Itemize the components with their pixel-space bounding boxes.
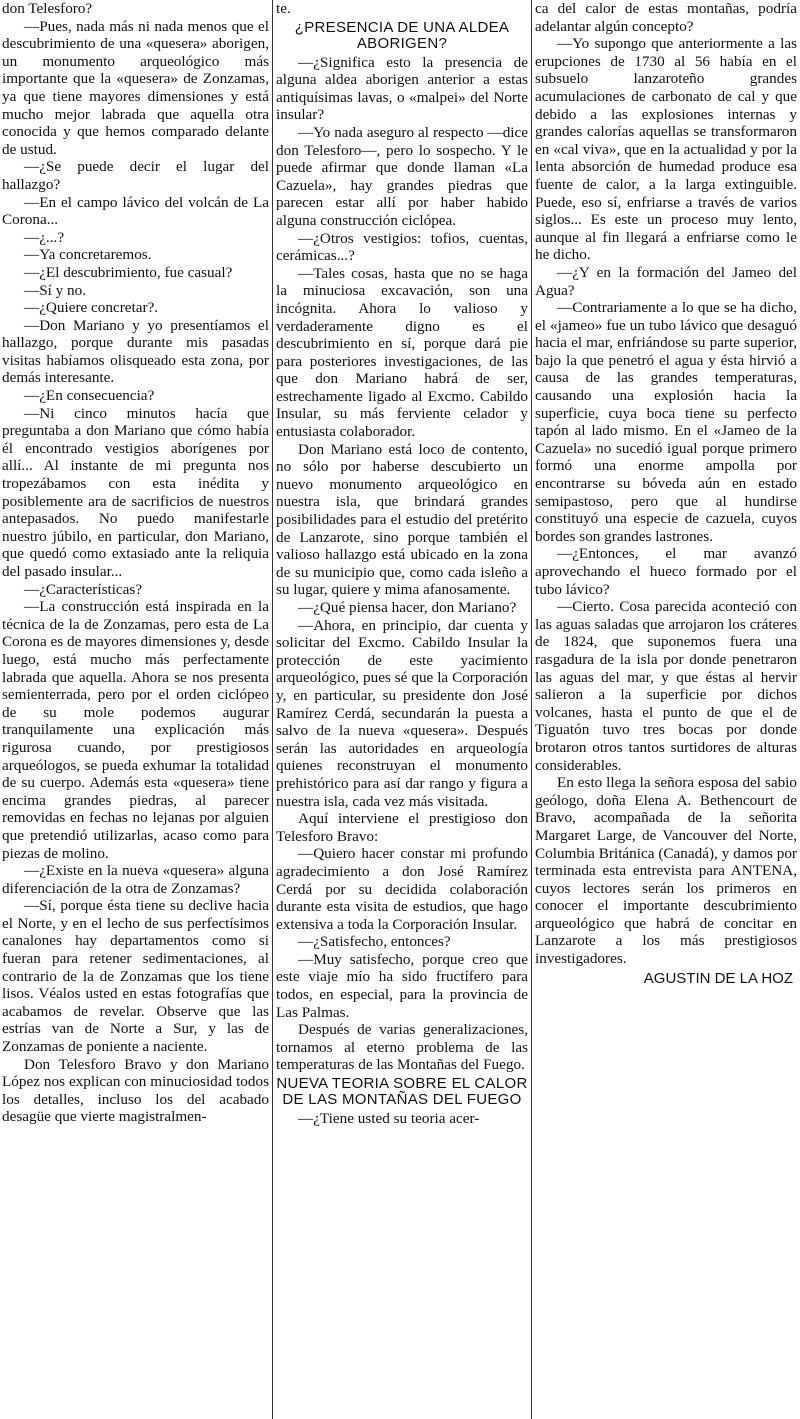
- author-signature: AGUSTIN DE LA HOZ: [643, 969, 793, 987]
- paragraph: —Contrariamente a lo que se ha dicho, el «jameo» fue un tubo lávico que desaguó hacia el mar, enfriándose su parte superior, bajo la que penetró el agua y ésta hirvió a causa de las grandes temperaturas, causando una explosión hacia la superficie, cuya boca tiene su perfecto tapón al lado mismo. En el «Jameo de la Cazuela» no sucedió igual porque primero formó una enorme ampolla por encontrarse su bóveda aún en estado semipastoso, pero que al hundirse constituyó una especie de cazuela, cuyos bordes son grandes lastrones.: [535, 299, 797, 545]
- paragraph: —Yo nada aseguro al respecto —dice don Telesforo—, pero lo sospecho. Y le puede afirmar que donde llaman «La Cazuela», hay grandes piedras que parecen estar allí por haber habido alguna construcción ciclópea.: [276, 123, 528, 229]
- paragraph: —¿Significa esto la presencia de alguna aldea aborigen anterior a estas antiquísimas lavas, o «malpei» del Norte insular?: [276, 53, 528, 124]
- paragraph: —Muy satisfecho, porque creo que este viaje mío ha sido fructífero para todos, en especial, para la provincia de Las Palmas.: [276, 950, 528, 1021]
- column-1: [0, 0, 272, 1419]
- paragraph: —¿Otros vestigios: tofios, cuentas, cerámicas...?: [276, 229, 528, 265]
- paragraph: —¿Satisfecho, entonces?: [298, 933, 451, 951]
- paragraph: —Quiero hacer constar mi profundo agradecimiento a don José Ramírez Cerdá por su decidida colaboración durante esta visita de estudios, que hago extensiva a toda la Corporación Insular.: [276, 845, 528, 933]
- paragraph: —Sí y no.: [24, 281, 87, 299]
- paragraph: Don Telesforo Bravo y don Mariano López nos explican con minuciosidad todos los detalles, incluso los del acabado desagüe que vierte magistralmen-: [2, 1055, 269, 1126]
- paragraph: —¿Características?: [24, 580, 143, 598]
- section-heading: ¿PRESENCIA DE UNA ALDEA ABORIGEN?: [294, 18, 510, 52]
- paragraph: —¿Y en la formación del Jameo del Agua?: [535, 263, 797, 299]
- paragraph: —Don Mariano y yo presentíamos el hallazgo, porque durante mis pasadas visitas habíamos olisqueado esta zona, por demás interesante.: [2, 316, 269, 387]
- paragraph: —¿Entonces, el mar avanzó aprovechando el hueco formado por el tubo lávico?: [535, 545, 797, 598]
- paragraph: —Ni cinco minutos hacía que preguntaba a don Mariano que cómo había él encontrado vestigios aborígenes por allí... Al instante de mi pregunta nos tropezábamos con esta inédita y posiblemente ara de sacrificios de nuestros antepasados. No puedo manifestarle nuestro júbilo, en particular, don Mariano, que quedó como extasiado ante la reliquia del pasado insular...: [2, 404, 269, 580]
- paragraph: —Sí, porque ésta tiene su declive hacia el Norte, y en el lecho de sus perfectísimos canalones hay departamentos como si fueran para retener sedimentaciones, al contrario de la de Zonzamas que los tiene lisos. Véalos usted en estas fotografías que acabamos de revelar. Observe que las estrías van de Norte a Sur, y las de Zonzamas de poniente a naciente.: [2, 897, 269, 1056]
- paragraph: —¿En consecuencia?: [24, 387, 155, 405]
- paragraph: —Yo supongo que anteriormente a las erupciones de 1730 al 56 había en el subsuelo lanzaroteño grandes acumulaciones de carbonato de cal y que debido a las explosiones internas y grandes calorías aquellas se transformaron en «cal viva», que en la actualidad y por la lenta absorción de humedad produce esa fuente de calor, a la larga extinguible. Puede, eso sí, enfriarse a través de varios siglos... Es este un proceso muy lento, aunque al fin llegará a enfriarse como le he dicho.: [535, 35, 797, 264]
- paragraph: —¿Se puede decir el lugar del hallazgo?: [2, 158, 269, 193]
- paragraph: —¿El descubrimiento, fue casual?: [24, 263, 233, 281]
- paragraph: Después de varias generalizaciones, tornamos al eterno problema de las temperaturas de las Montañas del Fuego.: [276, 1021, 528, 1074]
- paragraph: —Ahora, en principio, dar cuenta y solicitar del Excmo. Cabildo Insular la protección de este yacimiento arqueológico, pues sé que la Corporación y, en particular, su presidente don José Ramírez Cerdá, secundarán la puesta a salvo de la nueva «quesera». Después serán las autoridades en arqueología quienes reconstruyan el monumento prehistórico para así dar rango y figura a nuestra isla, cada vez más visitada.: [276, 616, 528, 810]
- paragraph: —¿...?: [24, 228, 65, 246]
- column-3: [532, 0, 800, 1419]
- column-2: [272, 0, 532, 1419]
- paragraph: don Telesforo?: [2, 0, 93, 17]
- paragraph: Aquí interviene el prestigioso don Telesforo Bravo:: [276, 810, 528, 845]
- paragraph: En esto llega la señora esposa del sabio geólogo, doña Elena A. Bethencourt de Bravo, acompañada de la señorita Margaret Large, de Vancouver del Norte, Columbia Británica (Canadá), y damos por terminada esta entrevista para ANTENA, cuyos lectores serán los primeros en conocer el importante descubrimiento arqueológico que habrá de concitar en Lanzarote a los más prestigiosos investigadores.: [535, 774, 797, 968]
- paragraph: Don Mariano está loco de contento, no sólo por haberse descubierto un nuevo monumento arqueológico en nuestra isla, que brindará grandes posibilidades para el estudio del pretérito de Lanzarote, sino porque también el valioso hallazgo está ubicado en la zona de su municipio que, como cada isleño a su lugar, quiere y mima afanosamente.: [276, 440, 528, 599]
- paragraph: —En el campo lávico del volcán de La Corona...: [2, 193, 269, 229]
- paragraph: —Cierto. Cosa parecida aconteció con las aguas saladas que arrojaron los cráteres de 1824, que suponemos fuera una rasgadura de la isla por donde penetraron las aguas del mar, y que éstas al hervir salieron a la superficie por dichos volcanes, hasta el punto de que el de Tiguatón tuvo tres bocas por donde brotaron otros tantos surtidores de alturas considerables.: [535, 598, 797, 774]
- paragraph: —Ya concretaremos.: [24, 246, 152, 264]
- paragraph: te.: [276, 0, 291, 17]
- paragraph: —La construcción está inspirada en la técnica de la de Zonzamas, pero esta de La Corona es de mayores dimensiones y, desde luego, está mucho más perfectamente labrada que aquella. Ahora se nos presenta semienterrada, pero por el orden ciclópeo de su mole podemos augurar tranquilamente una explicación más rigurosa cuando, por prestigiosos arqueólogos, se pueda exhumar la totalidad de su cuerpo. Además esta «quesera» tiene encima grandes piedras, al parecer removidas en fechas no lejanas por alguien que pretendió utilizarlas, acaso como para piezas de molino.: [2, 598, 269, 862]
- paragraph: —Tales cosas, hasta que no se haga la minuciosa excavación, son una incógnita. Ahora lo valioso y verdaderamente digno es el descubrimiento en sí, porque dará pie para posteriores investigaciones, de las que don Mariano habrá de ser, estrechamente ligado al Excmo. Cabildo Insular, su más ferviente celador y entusiasta colaborador.: [276, 264, 528, 441]
- paragraph: —¿Qué piensa hacer, don Mariano?: [298, 599, 517, 616]
- paragraph: ca del calor de estas montañas, podría adelantar algún concepto?: [535, 0, 797, 35]
- paragraph: —¿Existe en la nueva «quesera» alguna diferenciación de la otra de Zonzamas?: [2, 862, 269, 897]
- section-heading: NUEVA TEORIA SOBRE EL CALOR DE LAS MONTAÑAS DEL FUEGO: [276, 1075, 528, 1109]
- paragraph: —Pues, nada más ni nada menos que el descubrimiento de una «quesera» aborigen, un monumento arqueológico más importante que la «quesera» de Zonzamas, ya que tiene mayores dimensiones y está mucho mejor labrada que aquella otra conocida y que hemos comparado delante de ustud.: [2, 17, 269, 158]
- paragraph: —¿Tiene usted su teoria acer-: [298, 1110, 480, 1128]
- paragraph: —¿Quiere concretar?.: [24, 299, 159, 317]
